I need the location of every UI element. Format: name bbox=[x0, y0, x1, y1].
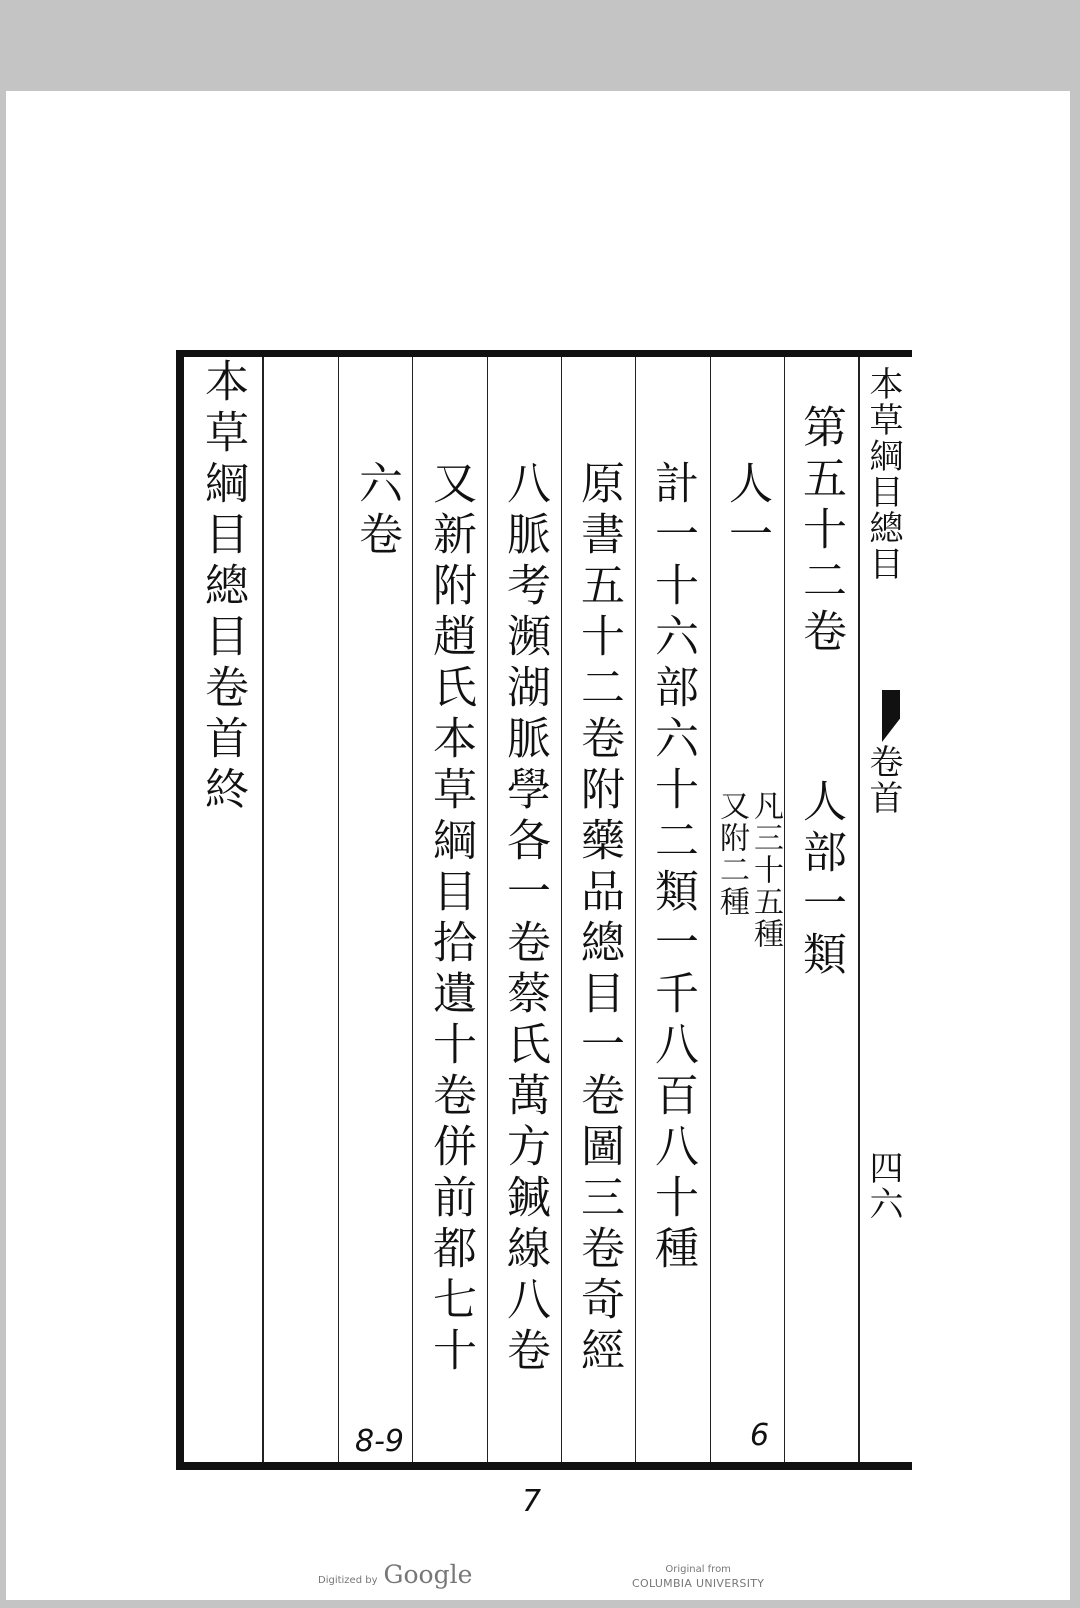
people-column: 人一 bbox=[721, 460, 772, 562]
section-heading: 人部一類 bbox=[795, 778, 846, 982]
text-column: 八脈考瀕湖脈學各一卷蔡氏萬方鍼線八卷 bbox=[499, 460, 550, 1378]
column-rule bbox=[412, 357, 413, 1462]
handwritten-mark: 7 bbox=[522, 1484, 542, 1519]
edge-title: 本草綱目總目 bbox=[863, 366, 903, 582]
volume-heading: 第五十二卷 bbox=[795, 404, 846, 659]
google-digitized-credit bbox=[318, 1560, 472, 1589]
edge-juan: 卷首 bbox=[863, 744, 903, 816]
column-rule bbox=[635, 357, 636, 1462]
institution-label: COLUMBIA UNIVERSITY bbox=[632, 1576, 765, 1590]
total-column: 計一十六部六十二類一千八百八十種 bbox=[647, 460, 698, 1276]
original-from-credit bbox=[632, 1564, 764, 1590]
annotation-note: 凡三十五種 bbox=[748, 790, 783, 950]
text-column: 原書五十二卷附藥品總目一卷圖三卷奇經 bbox=[573, 460, 624, 1378]
column-rule bbox=[487, 357, 488, 1462]
closing-line-column: 六卷 bbox=[351, 460, 402, 562]
digitized-by-label: Digitized by bbox=[318, 1575, 378, 1586]
folio-number: 四六 bbox=[863, 1150, 903, 1222]
column-rule bbox=[561, 357, 562, 1462]
original-from-label: Original from bbox=[665, 1564, 731, 1575]
column-rule bbox=[262, 357, 264, 1462]
closing-title-column: 本草綱目總目卷首終 bbox=[197, 358, 248, 817]
column-rule bbox=[710, 357, 711, 1462]
column-rule bbox=[784, 357, 785, 1462]
handwritten-mark: 6 bbox=[750, 1418, 770, 1453]
annotation-note: 又附二種 bbox=[714, 790, 749, 918]
column-rule bbox=[338, 357, 339, 1462]
text-column: 又新附趙氏本草綱目拾遺十卷併前都七十 bbox=[425, 460, 476, 1378]
google-logo: Google bbox=[383, 1560, 473, 1589]
handwritten-mark: 8-9 bbox=[355, 1424, 404, 1459]
column-rule bbox=[858, 357, 860, 1462]
